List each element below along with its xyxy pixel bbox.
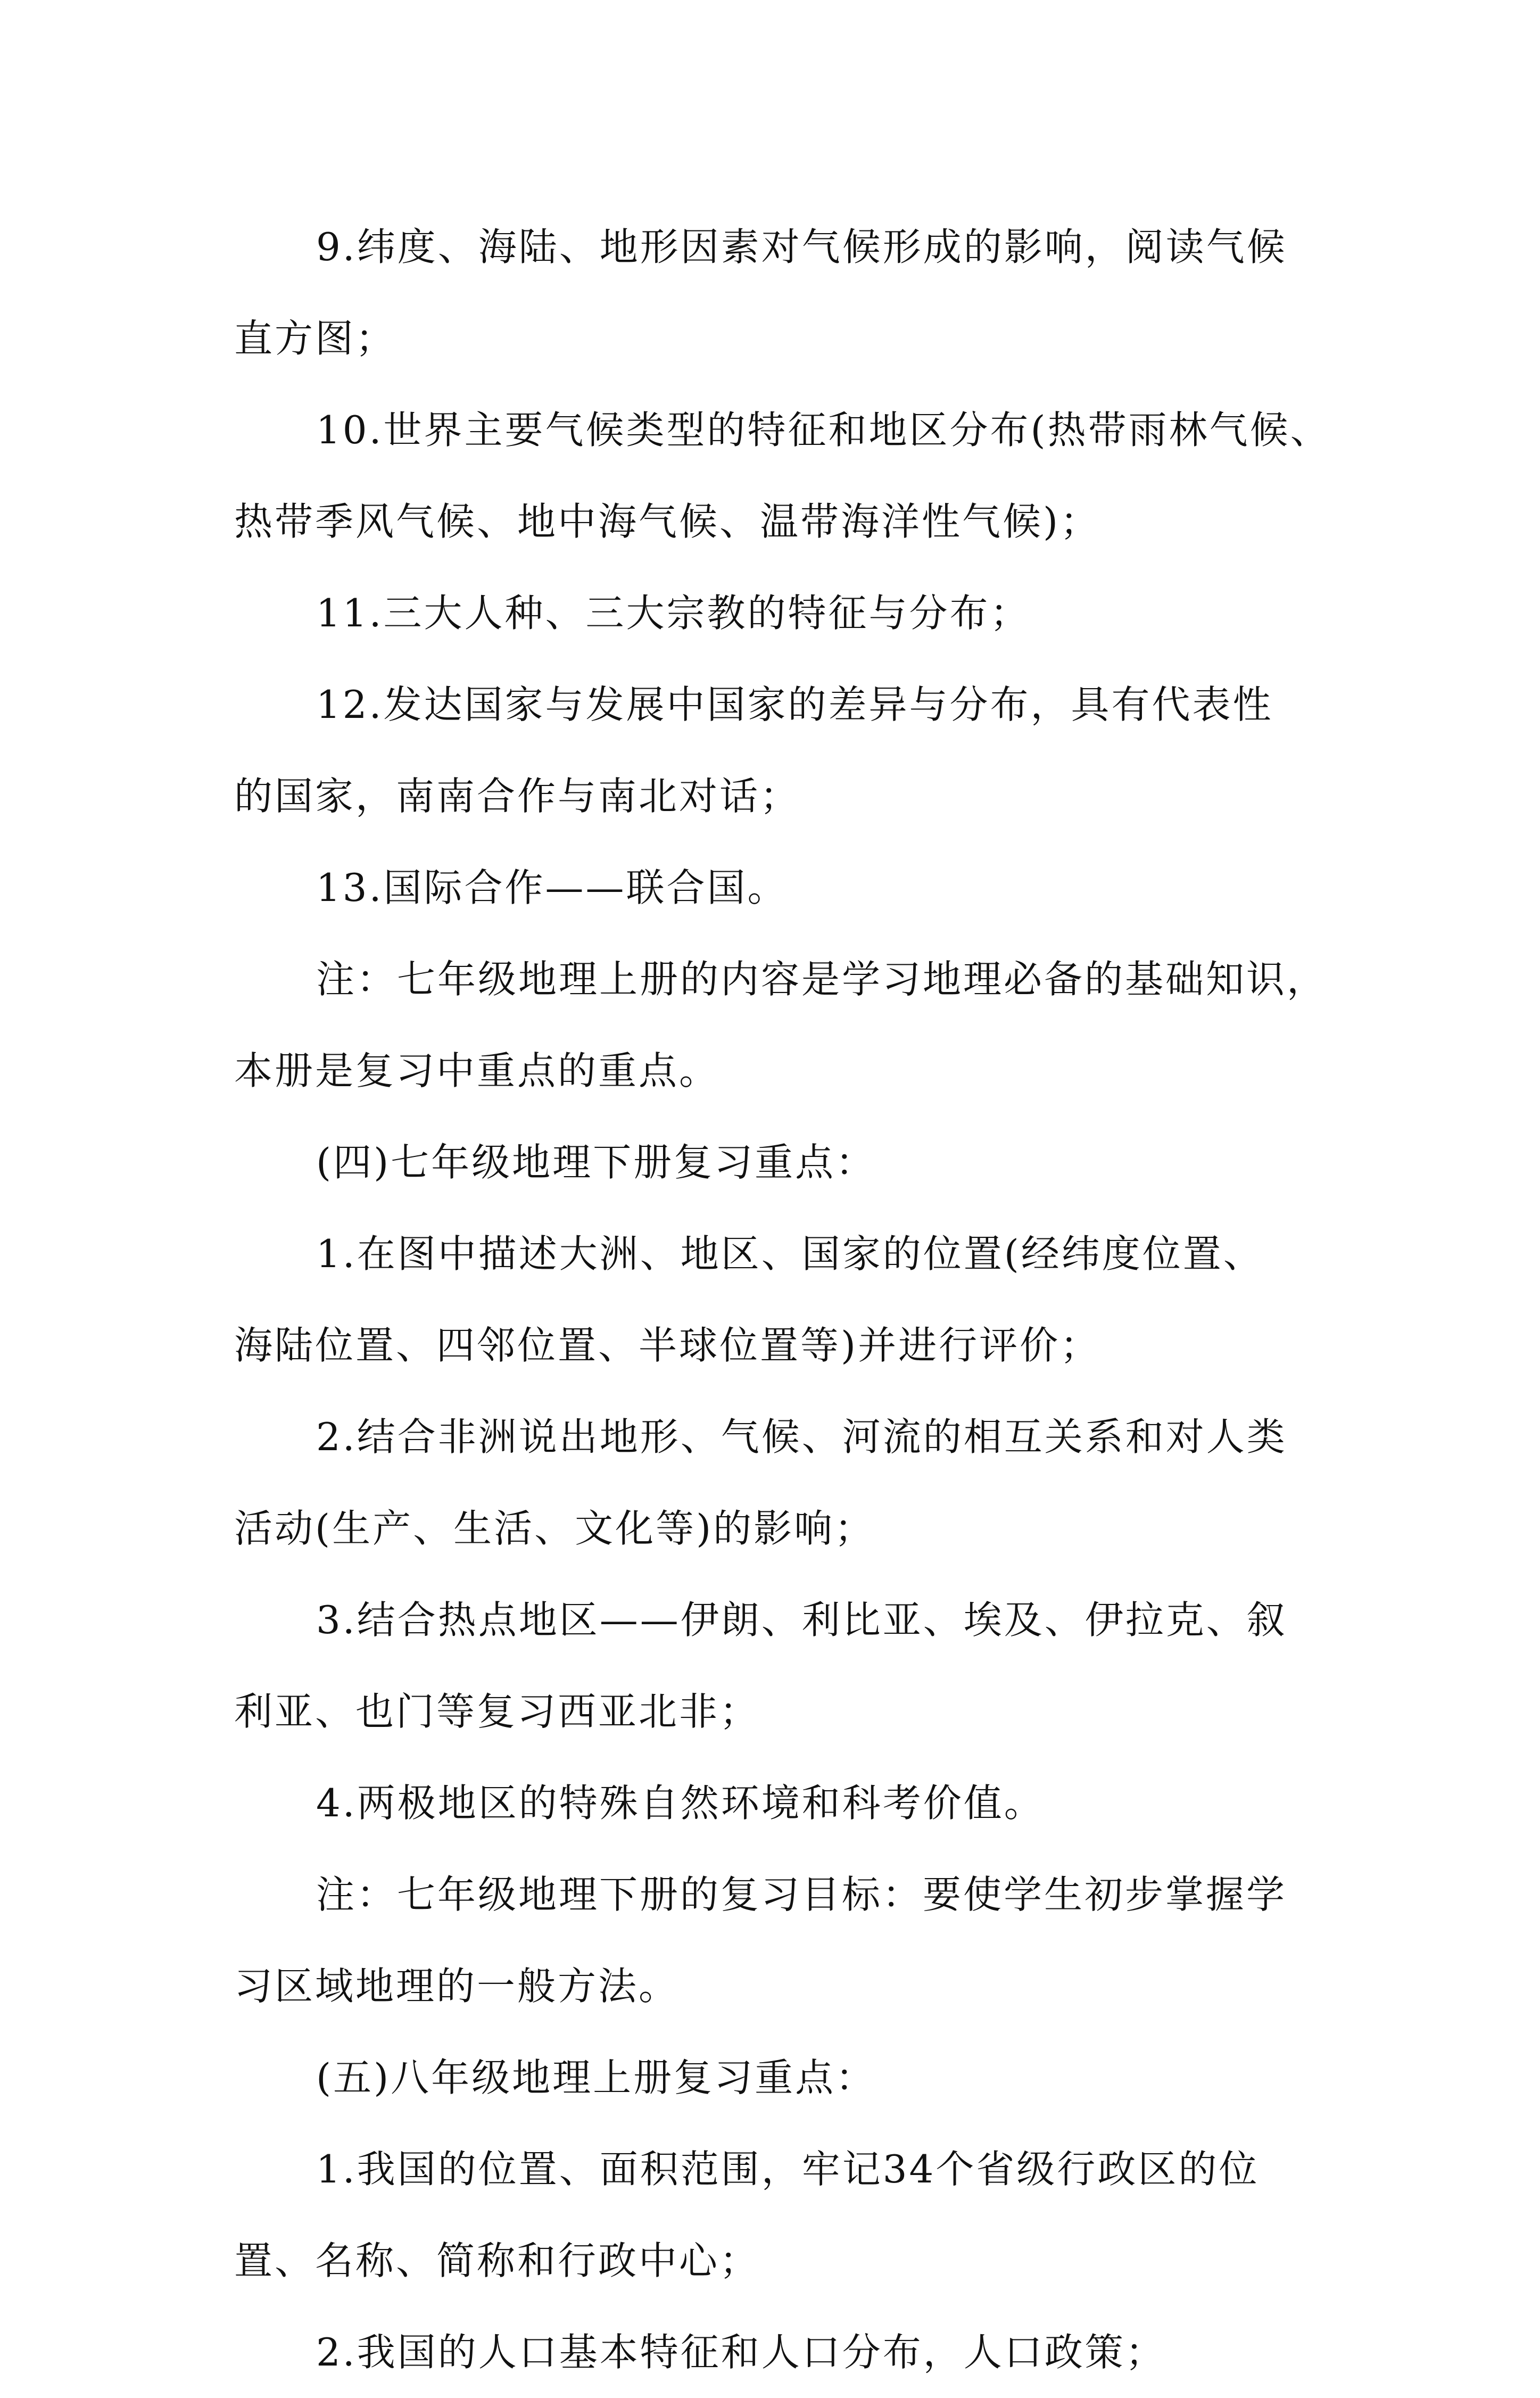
paragraph-line: 10.世界主要气候类型的特征和地区分布(热带雨林气候、 [316,408,1331,452]
section-heading: (四)七年级地理下册复习重点： [316,1140,876,1185]
paragraph-line: 2.结合非洲说出地形、气候、河流的相互关系和对人类 [316,1415,1287,1459]
paragraph-line: 2.我国的人口基本特征和人口分布，人口政策； [316,2330,1166,2375]
note-line: 注：七年级地理下册的复习目标：要使学生初步掌握学 [316,1872,1287,1917]
paragraph-line: 活动(生产、生活、文化等)的影响； [234,1506,875,1551]
section-heading: (五)八年级地理上册复习重点： [316,2055,876,2100]
paragraph-line: 3.结合热点地区——伊朗、利比亚、埃及、伊拉克、叙 [316,1598,1287,1642]
paragraph-line: 置、名称、简称和行政中心； [234,2238,760,2283]
paragraph-line: 1.在图中描述大洲、地区、国家的位置(经纬度位置、 [316,1231,1264,1276]
paragraph-line: 4.两极地区的特殊自然环境和科考价值。 [316,1781,1045,1825]
paragraph-line: 直方图； [234,316,396,361]
paragraph-line: 11.三大人种、三大宗教的特征与分布； [316,591,1031,635]
paragraph-line: 利亚、也门等复习西亚北非； [234,1689,760,1734]
paragraph-line: 海陆位置、四邻位置、半球位置等)并进行评价； [234,1323,1101,1368]
paragraph-line: 9.纬度、海陆、地形因素对气候形成的影响，阅读气候 [316,225,1287,269]
note-line: 本册是复习中重点的重点。 [234,1048,720,1093]
paragraph-line: 的国家，南南合作与南北对话； [234,774,801,818]
note-line: 注：七年级地理上册的内容是学习地理必备的基础知识， [316,957,1328,1002]
note-line: 习区域地理的一般方法。 [234,1964,680,2008]
paragraph-line: 13.国际合作——联合国。 [316,865,788,910]
paragraph-line: 12.发达国家与发展中国家的差异与分布，具有代表性 [316,682,1273,727]
document-body [234,201,1341,2398]
paragraph-line: 热带季风气候、地中海气候、温带海洋性气候)； [234,499,1101,544]
paragraph-line: 1.我国的位置、面积范围，牢记34个省级行政区的位 [316,2147,1260,2192]
